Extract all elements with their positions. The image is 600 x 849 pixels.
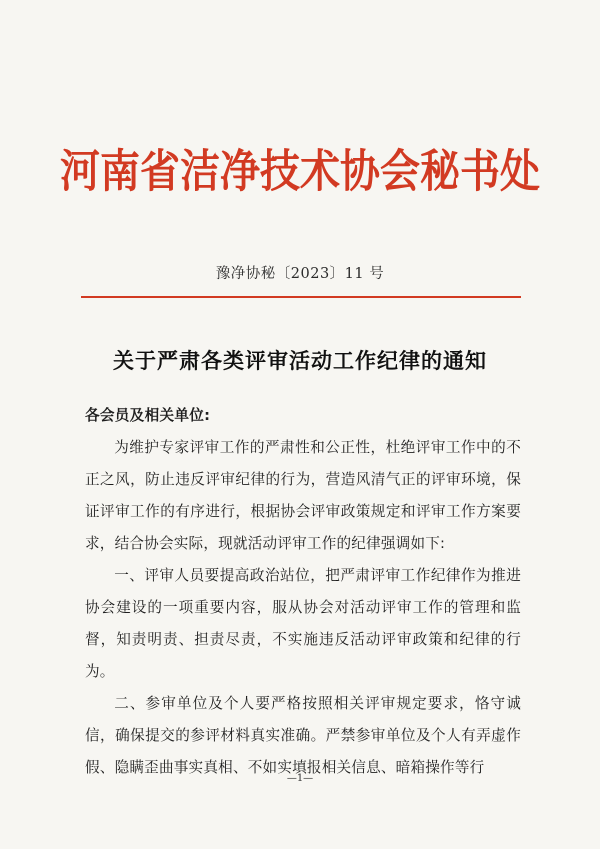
paragraph-item-1: 一、评审人员要提高政治站位，把严肃评审工作纪律作为推进协会建设的一项重要内容，服从协会对活动评审工作的管理和监督，知责明责、担责尽责，不实施违反活动评审政策和纪律的行为。: [85, 567, 521, 680]
paragraph-item-2: 二、参审单位及个人要严格按照相关评审规定要求，恪守诚信，确保提交的参评材料真实准确。严禁参审单位及个人有弄虚作假、隐瞒歪曲事实真相、不如实填报相关信息、暗箱操作等行: [85, 695, 521, 776]
letterhead-red-divider: [81, 296, 521, 298]
notice-body: [85, 400, 521, 784]
page-number: —1—: [286, 773, 314, 784]
paragraph-intro: 为维护专家评审工作的严肃性和公正性，杜绝评审工作中的不正之风，防止违反评审纪律的行为，营造风清气正的评审环境，保证评审工作的有序进行，根据协会评审政策规定和评审工作方案要求，结合协会实际，现就活动评审工作的纪律强调如下:: [85, 439, 521, 552]
letterhead-org-name: 河南省洁净技术协会秘书处: [60, 145, 540, 198]
notice-title: 关于严肃各类评审活动工作纪律的通知: [113, 348, 487, 373]
document-number: 豫净协秘〔2023〕11 号: [215, 266, 385, 282]
salutation: 各会员及相关单位:: [85, 407, 211, 424]
